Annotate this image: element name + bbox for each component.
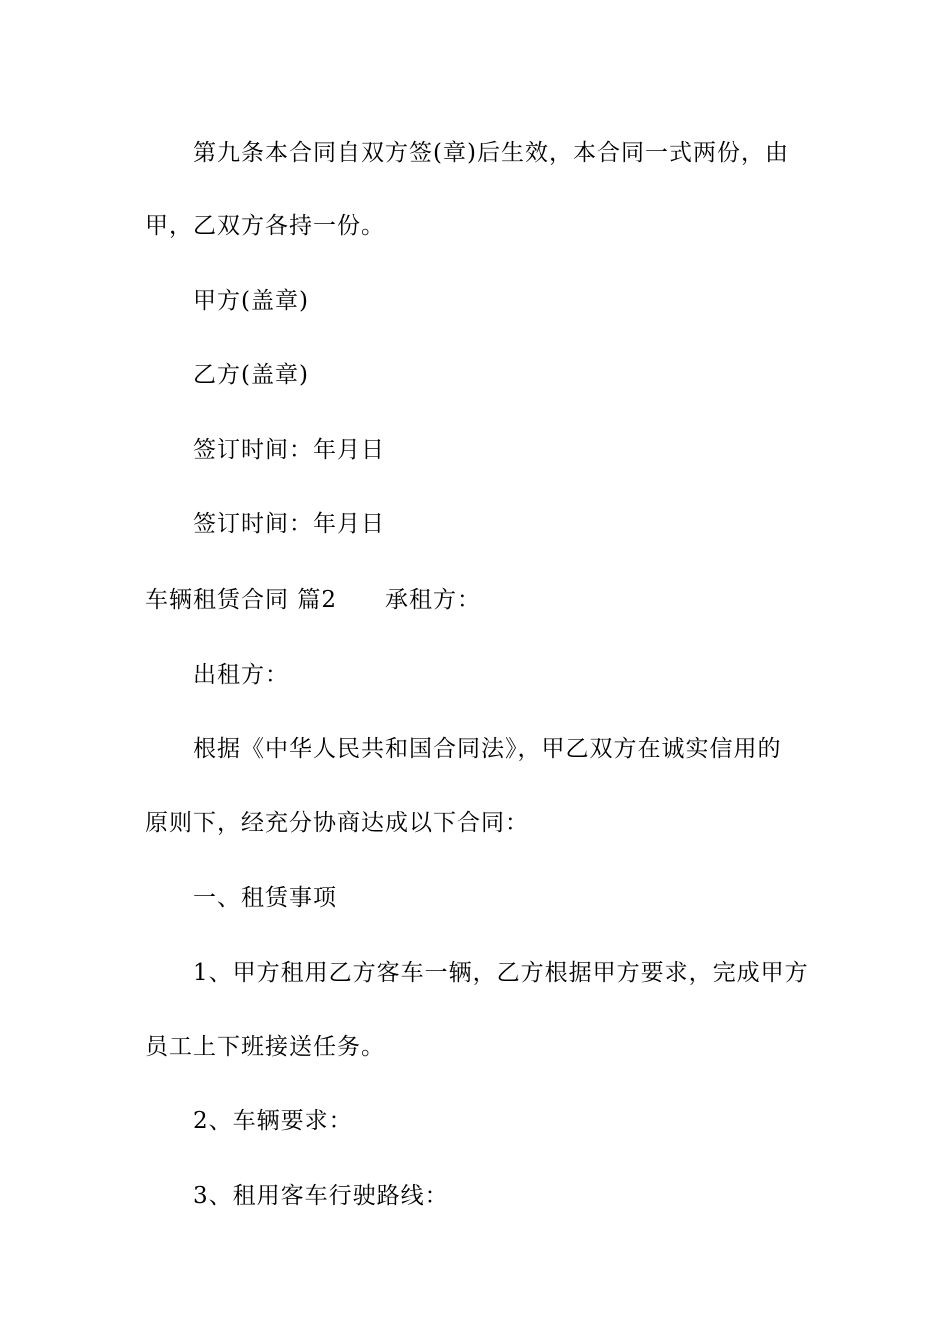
party-b-seal: 乙方(盖章) bbox=[193, 362, 309, 388]
section-heading bbox=[145, 585, 481, 615]
heading-title: 车辆租赁合同 bbox=[145, 587, 289, 613]
item-1-line-2: 员工上下班接送任务。 bbox=[145, 1034, 385, 1060]
party-a-seal: 甲方(盖章) bbox=[193, 288, 309, 314]
paragraph-basis-line-1: 根据《中华人民共和国合同法》，甲乙双方在诚实信用的 bbox=[193, 736, 782, 762]
paragraph-article-9-line-2: 甲，乙双方各持一份。 bbox=[145, 213, 385, 239]
signing-date-2: 签订时间：年月日 bbox=[193, 511, 385, 537]
item-1-line-1: 1、甲方租用乙方客车一辆，乙方根据甲方要求，完成甲方 bbox=[193, 960, 809, 986]
item-2: 2、车辆要求： bbox=[193, 1108, 353, 1134]
lessor-label: 出租方： bbox=[193, 662, 289, 688]
paragraph-basis-line-2: 原则下，经充分协商达成以下合同： bbox=[145, 810, 529, 836]
item-3: 3、租用客车行驶路线： bbox=[193, 1183, 449, 1209]
paragraph-article-9-line-1: 第九条本合同自双方签(章)后生效，本合同一式两份，由 bbox=[193, 140, 789, 166]
signing-date-1: 签订时间：年月日 bbox=[193, 437, 385, 463]
heading-part: 篇2 bbox=[297, 587, 337, 613]
section-lease-matters: 一、租赁事项 bbox=[193, 885, 337, 911]
heading-lessee: 承租方： bbox=[384, 587, 481, 613]
